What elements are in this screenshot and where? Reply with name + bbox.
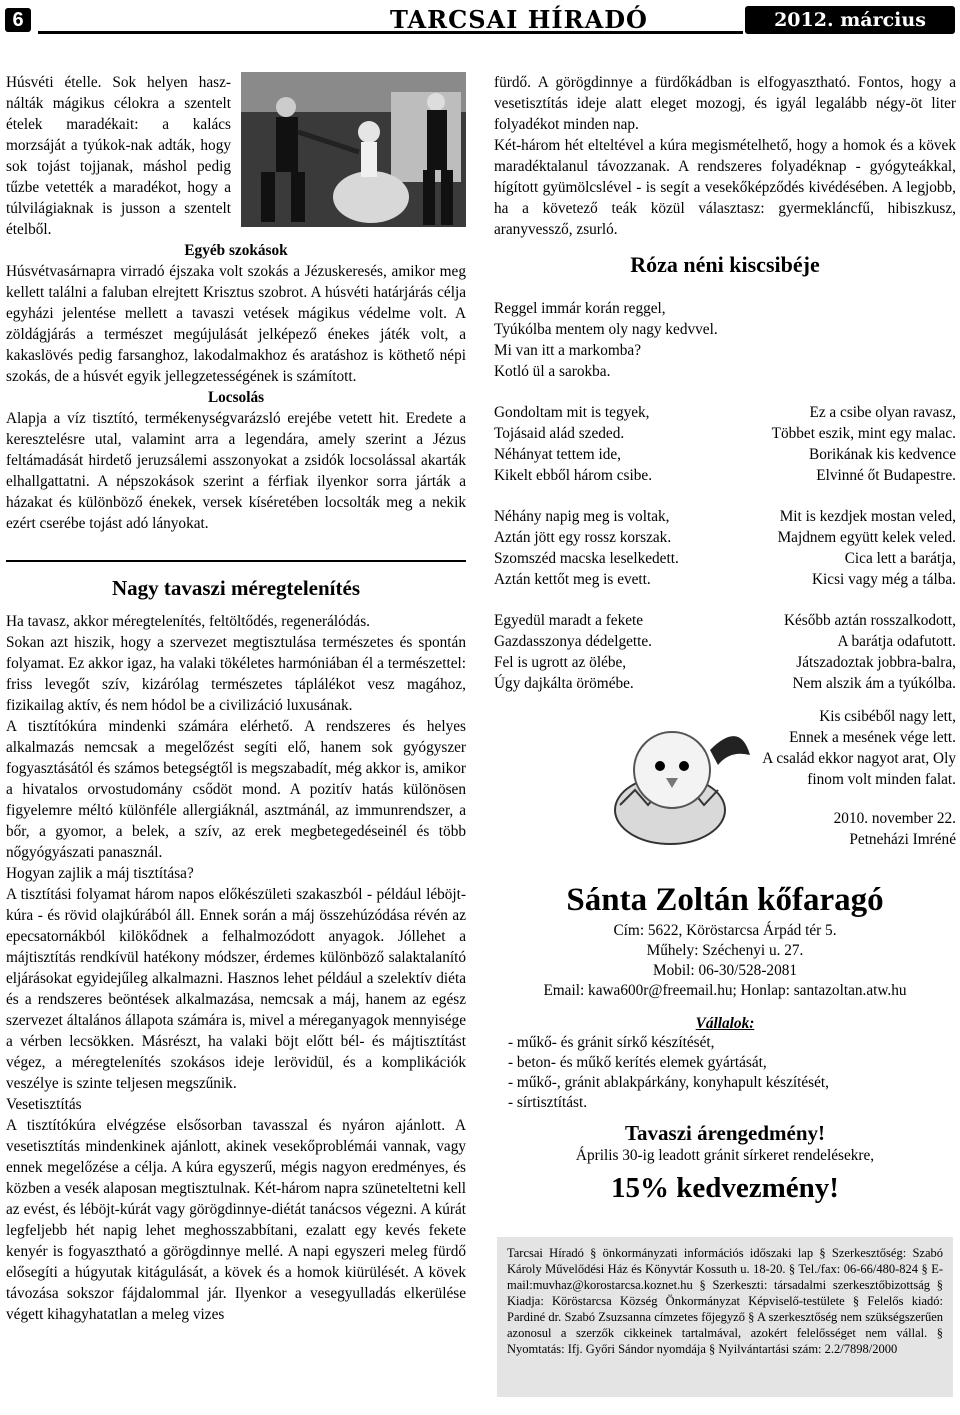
poem-line: Mit is kezdjek mostan veled, (779, 508, 956, 525)
poem-stanza (736, 402, 956, 486)
poem-line: Nem alszik ám a tyúkólba. (792, 675, 956, 692)
poem-line: Néhányat tettem ide, (494, 446, 621, 463)
newspaper-title: TARCSAI HÍRADÓ (390, 5, 648, 34)
poem-stanza (494, 610, 714, 694)
poem-line: Reggel immár korán reggel, (494, 300, 666, 317)
page-number: 6 (5, 8, 31, 32)
ad-services-heading: Vállalok: (695, 1015, 755, 1032)
issue-date: 2012. március (745, 6, 955, 34)
stanza-row (494, 506, 956, 590)
poem-line: A család ekkor nagyot arat, Oly (762, 750, 956, 767)
ad-service-item: - műkő- és gránit sírkő készítését, (508, 1034, 715, 1051)
detox-continued: fürdő. A görögdinnye a fürdőkádban is elfogyasztható. Fontos, hogy a vesetisztítás ideje alatt eleget mozogj, és igyál legalább négy-öt liter folyadékot minden nap. (494, 74, 956, 133)
poem-line: Aztán kettőt meg is evett. (494, 571, 651, 588)
poem-line: Tojásaid alád szeded. (494, 425, 625, 442)
imprint-box: Tarcsai Híradó § önkormányzati információs időszaki lap § Szerkesztőség: Szabó Károly Művelődési Ház és Könyvtár Kossuth u. 18-20. § Tel./fax: 06-66/480-824 § E-mail:muvhaz@korostarcsa.koznet.hu § Szerkeszti: társadalmi szerkesztőbizottság § Kiadja: Köröstarcsa Község Önkormányzat Képviselő-testülete § Felelős kiadó: Pardiné dr. Szabó Zsuzsanna címzetes főjegyző § A szerkesztőség nem szükségszerűen azonosul a szerzők cikkeinek tartalmával, azokért felelősséget nem vállal. § Nyomtatás: Ifj. Győri Sándor nyomdája § Nyilvántartási szám: 2.2/7898/2000 (497, 1237, 953, 1397)
poem-line: Játszadoztak jobbra-balra, (796, 654, 956, 671)
poem-line: Aztán jött egy rossz korszak. (494, 529, 672, 546)
detox-paragraph: Ha tavasz, akkor méregtelenítés, feltöltődés, regenerálódás. (6, 613, 370, 630)
customs-heading: Egyéb szokások (184, 242, 288, 259)
poem-line: Szomszéd macska leselkedett. (494, 550, 679, 567)
poem-title: Róza néni kiscsibéje (630, 252, 820, 277)
stanza-row (494, 402, 956, 486)
page-header (0, 0, 960, 48)
poem-date: 2010. november 22. (833, 810, 956, 827)
stonemason-ad (494, 878, 956, 1213)
poem-line: Úgy dajkálta örömébe. (494, 675, 634, 692)
ad-business-name: Sánta Zoltán kőfaragó (566, 882, 884, 918)
detox-paragraph: A tisztítókúra elvégzése elsősorban tavasszal és nyáron ajánlott. A vesetisztítás mindenkinek ajánlott, akinek vesekőproblémái vannak, vagy ennek megelőzése a célja. A kúra egyszerű, mégis nagyon eredményes, és közben a vesék alaposan megtisztulnak. Két-három napra szüneteltetni kell az evést, és léböjt-kúrát vagy görögdinnye-diétát tanácsos végezni. A kúrát legfeljebb hét napig lehet meghosszabbítani, ezalatt egy kevés fekete kenyér is fogyasztható a görögdinnye mellé. A napi egyszeri meleg fürdő elősegíti a húgyutak kitágulását, a kövek és a homok kiürülését. A kövek távozása sokszor fájdalommal jár. Ilyenkor a vesegyulladás elkerülése végett kihagyhatatlan a meleg vizes (6, 1117, 467, 1323)
poem-line: Gondoltam mit is tegyek, (494, 404, 650, 421)
ad-email: Email: kawa600r@freemail.hu; Honlap: santazoltan.atw.hu (543, 982, 907, 999)
poem-line: A barátja odafutott. (837, 633, 956, 650)
folk-dance-photo (241, 72, 466, 227)
poem-line: Elvinné őt Budapestre. (816, 467, 956, 484)
watering-heading: Locsolás (207, 389, 265, 406)
poem-line: Többet eszik, mint egy malac. (771, 425, 956, 442)
poem-line: finom volt minden falat. (807, 771, 956, 788)
ad-services-list (508, 1033, 956, 1113)
detox-paragraph: Vesetisztítás (6, 1096, 82, 1113)
poem-line: Borikának kis kedvence (809, 446, 956, 463)
customs-text: Húsvétvasárnapra virradó éjszaka volt szokás a Jézuskeresés, amikor meg kellett találni a faluban elrejtett Krisztus szobrot. A húsvéti határjárás célja egyházi jelentése mellett a tavaszi vetések mágikus védelme volt. A zöldágjárás a természet megújulását jelképező énekes játék volt, a kakaslövés pedig farsanghoz, lakodalmakhoz és aratáshoz is köthető népi szokás, de a húsvét egyik jellegzetességének is számított. (6, 263, 466, 385)
poem-line: Majdnem együtt kelek veled. (777, 529, 956, 546)
detox-paragraph: A tisztítókúra mindenki számára elérhető. A rendszeres és helyes alkalmazás nemcsak a megelőzést segíti elő, hanem sok gyógyszer fogyasztásától és számos betegségtől is megszabadít, még akkor is, amikor a hivatalos orvostudomány csődöt mond. A pozitív hatás különösen figyelemre méltó különféle allergiáknál, asztmánál, az immunrendszer, a bőr, a gyomor, a belek, a szív, az erek megbetegedéseinél és több nőgyógyászati panasznál. (6, 718, 466, 861)
ad-service-item: - műkő-, gránit ablakpárkány, konyhapult készítését, (508, 1074, 829, 1091)
poem-line: Néhány napig meg is voltak, (494, 508, 670, 525)
poem-line: Kotló ül a sarokba. (494, 363, 611, 380)
poem-stanza (736, 610, 956, 694)
poem-stanza (736, 506, 956, 590)
poem-author: Petneházi Imréné (849, 831, 956, 848)
detox-paragraph: Sokan azt hiszik, hogy a szervezet megtisztulása természetes és spontán folyamat. Ez akkor igaz, ha valaki tökéletes harmóniában él a természettel: friss levegőt szív, kizárólag természetes táplálékot vesz magához, fizikailag aktív, és nem hódol be a civilizáció luxusának. (6, 634, 466, 714)
poem-line: Kikelt ebből három csibe. (494, 467, 653, 484)
poem-stanza (494, 402, 714, 486)
ad-sale-text: Április 30-ig leadott gránit sírkeret rendelésekre, (575, 1147, 875, 1164)
poem-line: Egyedül maradt a fekete (494, 612, 644, 629)
poem-line: Kicsi vagy még a tálba. (812, 571, 956, 588)
poem-line: Mi van itt a markomba? (494, 342, 641, 359)
poem-line: Ennek a mesének vége lett. (789, 729, 956, 746)
ad-sale-title: Tavaszi árengedmény! (624, 1121, 826, 1145)
left-column (6, 72, 466, 1325)
poem-line: Később aztán rosszalkodott, (783, 612, 956, 629)
detox-continued: Két-három hét elteltével a kúra megismételhető, hogy a homok és a kövek maradéktalanul távozzanak. A rendszeres folyadéknap - gyógyteákkal, hígított gyümölcslével - is segít a vesekőképződés kivédésében. A legjobb, ha a követező teák közül választasz: gyermekláncfű, hibiszkusz, aranyvessző, zsurló. (494, 137, 956, 238)
detox-article-title: Nagy tavaszi méregtelenítés (111, 576, 361, 600)
section-divider (6, 560, 466, 562)
poem-line: Fel is ugrott az ölébe, (494, 654, 627, 671)
watering-text: Alapja a víz tisztító, termékenységvarázsló erejébe vetett hit. Eredete a keresztelésre utal, valamint arra a legendára, amely szerint a Jézus feltámadását hirdető jeruzsálemi asszonyokat a zsidók locsolással akarták elhallgattatni. A népszokások szerint a férfiak ilyenkor sorra járták a házakat és különböző énekek, versek kíséretében locsolták meg a nekik ezért cserébe tojást adó lányokat. (6, 410, 466, 532)
ad-workshop: Műhely: Széchenyi u. 27. (646, 942, 804, 959)
ad-service-item: - sírtisztítást. (508, 1094, 588, 1111)
poem-line: Cica lett a barátja, (844, 550, 956, 567)
poem-line: Kis csibéből nagy lett, (819, 708, 956, 725)
chick-illustration (600, 710, 760, 850)
ad-discount: 15% kedvezmény! (611, 1172, 839, 1204)
poem-intro (494, 298, 956, 382)
ad-service-item: - beton- és műkő kerítés elemek gyártását, (508, 1054, 767, 1071)
ad-mobile: Mobil: 06-30/528-2081 (652, 962, 798, 979)
poem-line: Ez a csibe olyan ravasz, (809, 404, 956, 421)
detox-paragraph: A tisztítási folyamat három napos előkészületi szakaszból - például léböjt-kúra - és rövid olajkúrából áll. Ennek során a máj összehúzódása révén az epecsatornákból kilökődnek a felhalmozódott anyagok. Jóllehet a májtisztítás rendkívül hatékony módszer, érdemes különböző salaktalanító eljárásokat egyidejűleg alkalmazni. Hasznos lehet például a szelektív diéta és a rendszeres beöntések alkalmazása, nemcsak a máj, hanem az egész szervezet általános állapota számára is, mivel a méreganyagok mennyisége a vérben lecsökken. Másrészt, ha valaki böjt előtt bél- és májtisztítást végez, a méregtelenítés szokásos ideje lerövidül, és a komplikációk veszélye is szinte teljesen megszűnik. (6, 886, 466, 1092)
poem-line: Tyúkólba mentem oly nagy kedvvel. (494, 321, 718, 338)
detox-paragraph: Hogyan zajlik a máj tisztítása? (6, 865, 194, 882)
poem-line: Gazdasszonya dédelgette. (494, 633, 652, 650)
ad-address: Cím: 5622, Köröstarcsa Árpád tér 5. (613, 922, 837, 939)
stanza-row (494, 610, 956, 694)
easter-food-text: Húsvéti ételle. Sok helyen hasz-nálták mágikus célokra a szentelt ételek maradékait: a kalács morzsáját a tyúkok-nak adták, hogy sok tojást tojjanak, máshol pedig tűzbe vetették a maradékot, hogy a túlvilágiaknak is jusson a szentelt ételből. (6, 74, 231, 238)
poem-stanza (494, 506, 714, 590)
